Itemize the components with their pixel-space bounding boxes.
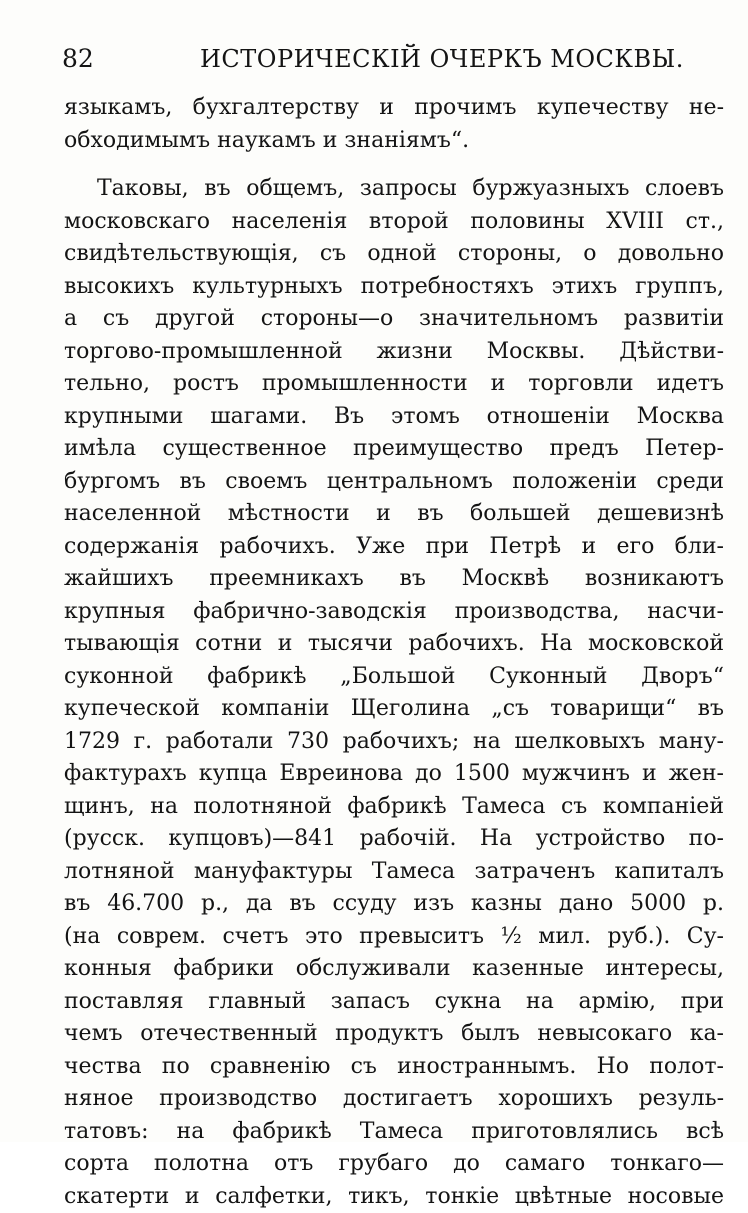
text-line: московскаго населенія второй половины XVIII ст.,	[64, 206, 724, 239]
text-line: конныя фабрики обслуживали казенные интересы,	[64, 953, 724, 986]
text-line: фактурахъ купца Евреинова до 1500 мужчинъ и жен-	[64, 758, 724, 791]
text-line: населенной мѣстности и въ большей дешевизнѣ	[64, 498, 724, 531]
text-line: тывающія сотни и тысячи рабочихъ. На московской	[64, 628, 724, 661]
paragraph-continuation	[64, 92, 724, 157]
text-line: 1729 г. работали 730 рабочихъ; на шелковыхъ ману-	[64, 726, 724, 759]
text-line: бургомъ въ своемъ центральномъ положеніи среди	[64, 466, 724, 499]
paragraph	[64, 173, 724, 1213]
text-line: а съ другой стороны—о значительномъ развитіи	[64, 303, 724, 336]
text-line: торгово-промышленной жизни Москвы. Дѣйстви-	[64, 336, 724, 369]
text-line: чемъ отечественный продуктъ былъ невысокаго ка-	[64, 1018, 724, 1051]
running-title: ИСТОРИЧЕСКІЙ ОЧЕРКЪ МОСКВЫ.	[200, 42, 684, 76]
text-line: (на соврем. счетъ это превыситъ ½ мил. руб.). Су-	[64, 921, 724, 954]
text-line: купеческой компаніи Щеголина „съ товарищи“ въ	[64, 693, 724, 726]
body-text	[64, 92, 724, 1213]
text-line: жайшихъ преемникахъ въ Москвѣ возникаютъ	[64, 563, 724, 596]
text-line: въ 46.700 р., да въ ссуду изъ казны дано 5000 р.	[64, 888, 724, 921]
text-line: татовъ: на фабрикѣ Тамеса приготовлялись всѣ	[64, 1116, 724, 1149]
text-line: содержанія рабочихъ. Уже при Петрѣ и его бли-	[64, 531, 724, 564]
text-line: сорта полотна отъ грубаго до самаго тонкаго—	[64, 1148, 724, 1181]
page-number: 82	[62, 42, 94, 76]
running-head	[62, 36, 730, 86]
text-line: свидѣтельствующія, съ одной стороны, о довольно	[64, 238, 724, 271]
text-line: крупными шагами. Въ этомъ отношеніи Москва	[64, 401, 724, 434]
text-line: тельно, ростъ промышленности и торговли идетъ	[64, 368, 724, 401]
text-line: обходимымъ наукамъ и знаніямъ“.	[64, 125, 724, 158]
text-line: имѣла существенное преимущество предъ Петер-	[64, 433, 724, 466]
text-line: поставляя главный запасъ сукна на армію, при	[64, 986, 724, 1019]
text-line: скатерти и салфетки, тикъ, тонкіе цвѣтные носовые	[64, 1181, 724, 1213]
text-line: чества по сравненію съ иностраннымъ. Но полот-	[64, 1051, 724, 1084]
text-line: няное производство достигаетъ хорошихъ резуль-	[64, 1083, 724, 1116]
text-line: щинъ, на полотняной фабрикѣ Тамеса съ компаніей	[64, 791, 724, 824]
text-line: Таковы, въ общемъ, запросы буржуазныхъ слоевъ	[64, 173, 724, 206]
text-line: лотняной мануфактуры Тамеса затраченъ капиталъ	[64, 856, 724, 889]
text-line: крупныя фабрично-заводскія производства, насчи-	[64, 596, 724, 629]
text-line: (русск. купцовъ)—841 рабочій. На устройство по-	[64, 823, 724, 856]
text-line: суконной фабрикѣ „Большой Суконный Дворъ“	[64, 661, 724, 694]
text-line: языкамъ, бухгалтерству и прочимъ купечеству не-	[64, 92, 724, 125]
text-line: высокихъ культурныхъ потребностяхъ этихъ группъ,	[64, 271, 724, 304]
